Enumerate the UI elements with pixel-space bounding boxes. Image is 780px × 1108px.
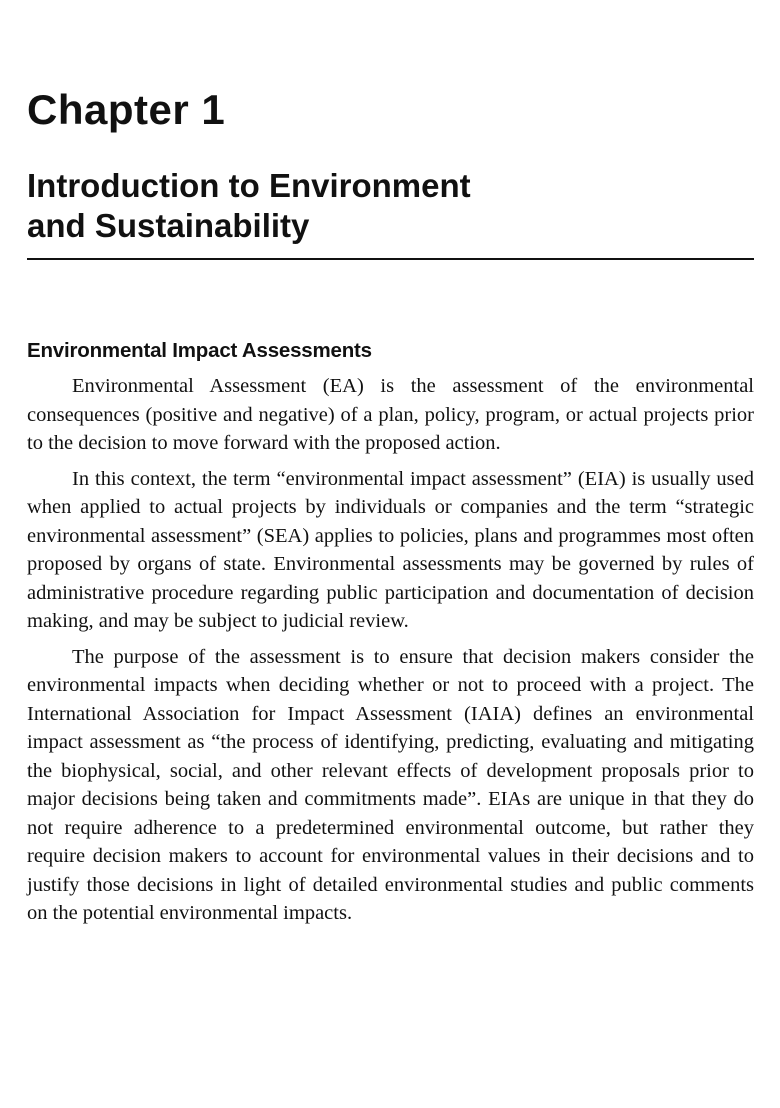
paragraph-1: Environmental Assessment (EA) is the assessment of the environmental consequences (positive and negative) of a plan, policy, program, or actual projects prior to the decision to move forward with the proposed action. — [27, 375, 754, 454]
chapter-number: Chapter 1 — [27, 86, 226, 133]
chapter-divider — [27, 258, 754, 260]
section-body — [27, 372, 754, 935]
chapter-title-line-1: Introduction to Environment — [27, 167, 471, 204]
section-heading: Environmental Impact Assessments — [27, 339, 372, 362]
paragraph-2: In this context, the term “environmental impact assessment” (EIA) is usually used when applied to actual projects by individuals or companies and the term “strategic environmental assessment” (SEA) applies to policies, plans and programmes most often proposed by organs of state. Environmental assessments may be governed by rules of administrative procedure regarding public participation and documentation of decision making, and may be subject to judicial review. — [27, 467, 754, 632]
paragraph-3: The purpose of the assessment is to ensure that decision makers consider the environmental impacts when deciding whether or not to proceed with a project. The International Association for Impact Assessment (IAIA) defines an environmental impact assessment as “the process of identifying, predicting, evaluating and mitigating the biophysical, social, and other relevant effects of development proposals prior to major decisions being taken and commitments made”. EIAs are unique in that they do not require adherence to a predetermined environmental outcome, but rather they require decision makers to account for environmental values in their decisions and to justify those decisions in light of detailed environmental studies and public comments on the potential environmental impacts. — [27, 645, 754, 924]
chapter-title-line-2: and Sustainability — [27, 207, 310, 244]
chapter-title — [27, 166, 471, 246]
